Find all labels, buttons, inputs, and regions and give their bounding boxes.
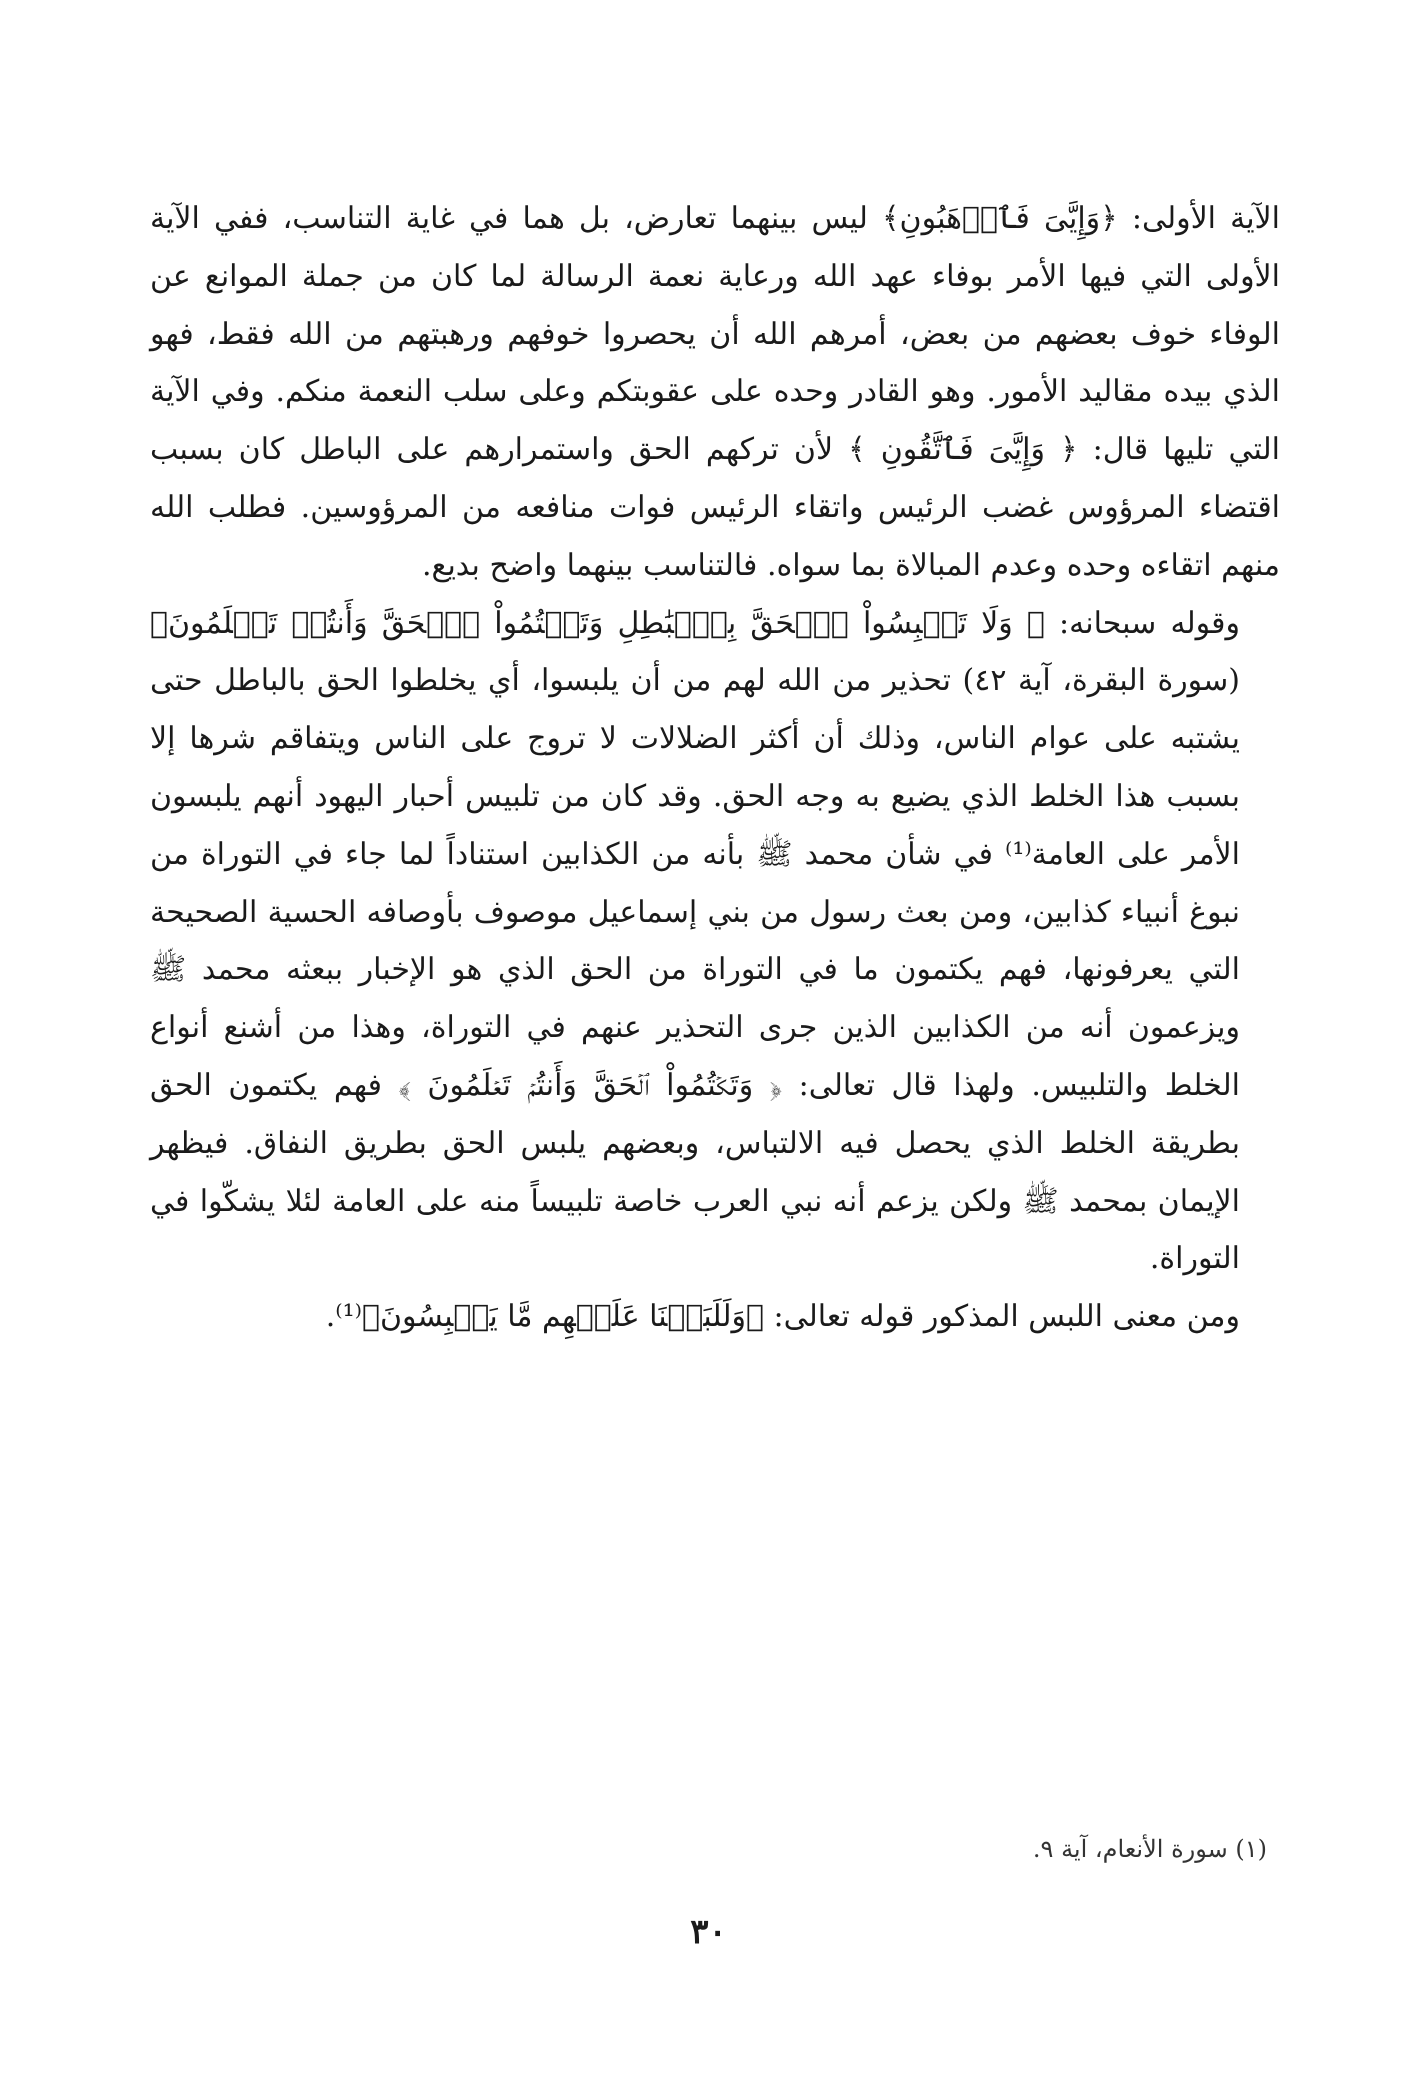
paragraph-2: وقوله سبحانه: ﴿ وَلَا تَلۡبِسُواْ ٱلۡحَقَّ بِٱلۡبَٰطِلِ وَتَكۡتُمُواْ ٱلۡحَقَّ وَأَنتُمۡ تَعۡلَمُونَ﴾ (سورة البقرة، آية ٤٢) تحذير من الله لهم من أن يلبسوا، أي يخلطوا الحق بالباطل حتى يشتبه على عوام الناس، وذلك أن أكثر الضلالات لا تروج على الناس ويتفاقم شرها إلا بسبب هذا الخلط الذي يضيع به وجه الحق. وقد كان من تلبيس أحبار اليهود أنهم يلبسون الأمر على العامة⁽¹⁾ في شأن محمد ﷺ بأنه من الكذابين استناداً لما جاء في التوراة من نبوغ أنبياء كذابين، ومن بعث رسول من بني إسماعيل موصوف بأوصافه الحسية الصحيحة التي يعرفونها، فهم يكتمون ما في التوراة من الحق الذي هو الإخبار ببعثه محمد ﷺ ويزعمون أنه من الكذابين الذين جرى التحذير عنهم في التوراة، وهذا من أشنع أنواع الخلط والتلبيس. ولهذا قال تعالى: ﴿ وَتَكۡتُمُواْ ٱلۡحَقَّ وَأَنتُمۡ تَعۡلَمُونَ ﴾ فهم يكتمون الحق بطريقة الخلط الذي يحصل فيه الالتباس، وبعضهم يلبس الحق بطريق النفاق. فيظهر الإيمان بمحمد ﷺ ولكن يزعم أنه نبي العرب خاصة تلبيساً منه على العامة لئلا يشكّوا في التوراة. xyxy=(150,605,1241,1277)
paragraph-3: ومن معنى اللبس المذكور قوله تعالى: ﴿وَلَلَبَسۡنَا عَلَيۡهِم مَّا يَلۡبِسُونَ﴾⁽¹⁾. xyxy=(325,1299,1240,1335)
paragraph-1: الآية الأولى: ﴿وَإِيَّىَ فَٱرۡهَبُونِ﴾ ليس بينهما تعارض، بل هما في غاية التناسب، ففي الآية الأولى التي فيها الأمر بوفاء عهد الله ورعاية نعمة الرسالة لما كان من جملة الموانع عن الوفاء خوف بعضهم من بعض، أمرهم الله أن يحصروا خوفهم ورهبتهم من الله فقط، فهو الذي بيده مقاليد الأمور. وهو القادر وحده على عقوبتكم وعلى سلب النعمة منكم. وفي الآية التي تليها قال: ﴿ وَإِيَّىَ فَٱتَّقُونِ ﴾ لأن تركهم الحق واستمرارهم على الباطل كان بسبب اقتضاء المرؤوس غضب الرئيس واتقاء الرئيس فوات منافعه من المرؤوسين. فطلب الله منهم اتقاءه وحده وعدم المبالاة بما سواه. فالتناسب بينهما واضح بديع. xyxy=(150,201,1280,583)
body-text xyxy=(150,190,1280,1346)
footnote: (١) سورة الأنعام، آية ٩. xyxy=(1032,1835,1267,1863)
page-number: ٣٠ xyxy=(690,1912,727,1952)
